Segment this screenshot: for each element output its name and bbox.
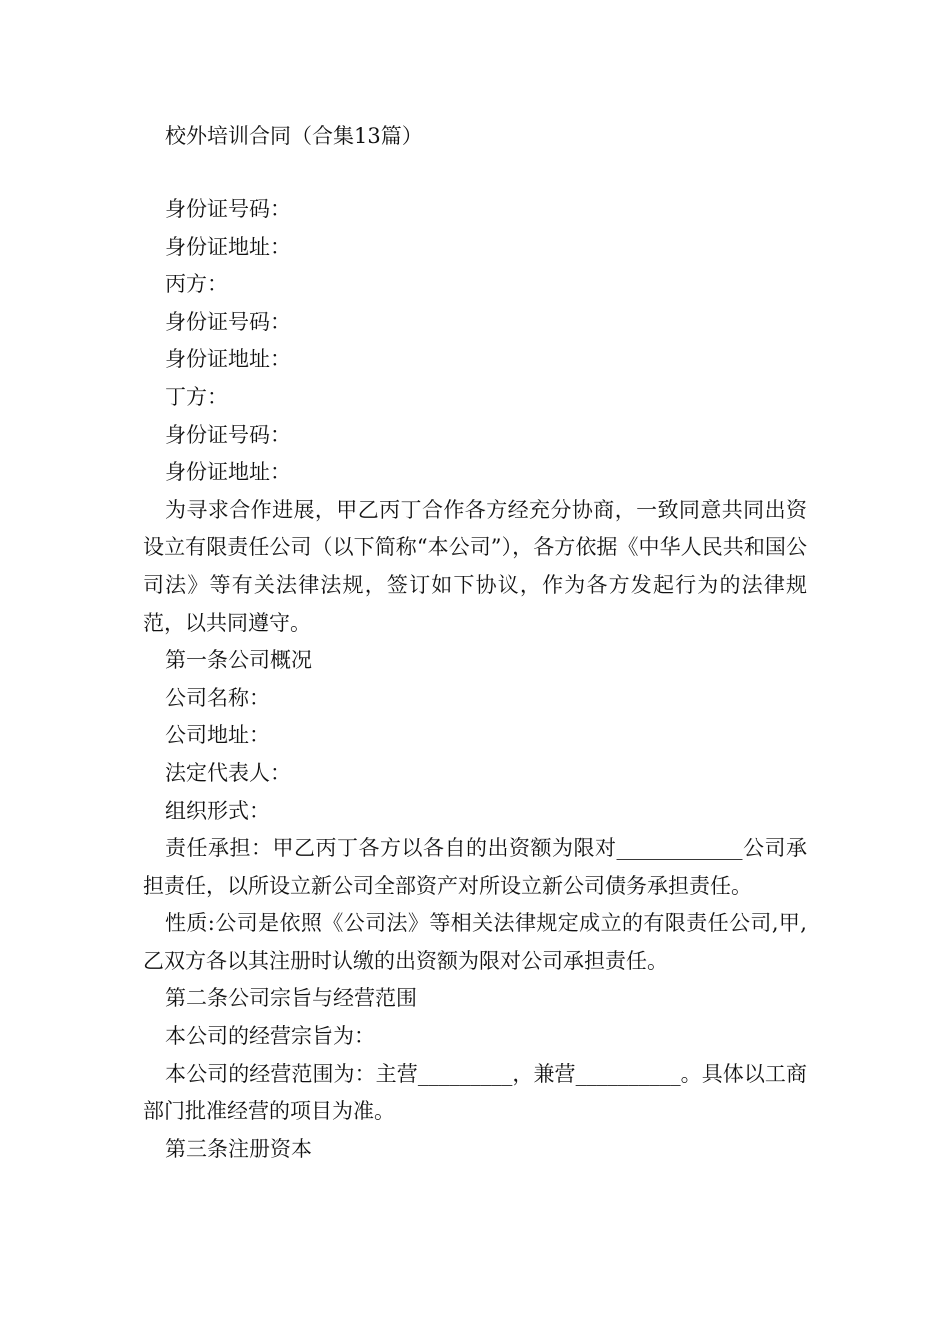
company-name-line: 公司名称：	[165, 685, 270, 710]
legal-representative-line: 法定代表人：	[165, 760, 291, 785]
id-address-line-3: 身份证地址：	[165, 460, 291, 485]
id-number-line-3: 身份证号码：	[165, 422, 291, 447]
business-purpose-line: 本公司的经营宗旨为：	[165, 1024, 375, 1049]
id-number-line-2: 身份证号码：	[165, 309, 291, 334]
party-c-line: 丙方：	[165, 272, 228, 297]
intro-paragraph: 为寻求合作进展，甲乙丙丁合作各方经充分协商，一致同意共同出资设立有限责任公司（以下简称“本公司”），各方依据《中华人民共和国公司法》等有关法律法规，签订如下协议，作为各方发起行为的法律规范，以共同遵守。	[143, 497, 807, 635]
id-number-line-1: 身份证号码：	[165, 197, 291, 221]
document-body	[143, 191, 807, 1168]
id-address-line-2: 身份证地址：	[165, 347, 291, 372]
article-2-heading: 第二条公司宗旨与经营范围	[165, 986, 417, 1011]
article-1-heading: 第一条公司概况	[165, 648, 312, 673]
business-scope-paragraph: 本公司的经营范围为：主营_________，兼营__________。具体以工商部门批准经营的项目为准。	[143, 1061, 807, 1124]
company-address-line: 公司地址：	[165, 723, 270, 748]
id-address-line-1: 身份证地址：	[165, 234, 291, 259]
article-3-heading: 第三条注册资本	[165, 1136, 312, 1161]
document-title: 校外培训合同（合集13篇）	[165, 124, 423, 148]
liability-paragraph: 责任承担：甲乙丙丁各方以各自的出资额为限对____________公司承担责任，以所设立新公司全部资产对所设立新公司债务承担责任。	[143, 836, 807, 898]
nature-paragraph: 性质:公司是依照《公司法》等相关法律规定成立的有限责任公司,甲,乙双方各以其注册时认缴的出资额为限对公司承担责任。	[143, 911, 807, 973]
party-d-line: 丁方：	[165, 384, 228, 409]
organization-form-line: 组织形式：	[165, 798, 270, 823]
